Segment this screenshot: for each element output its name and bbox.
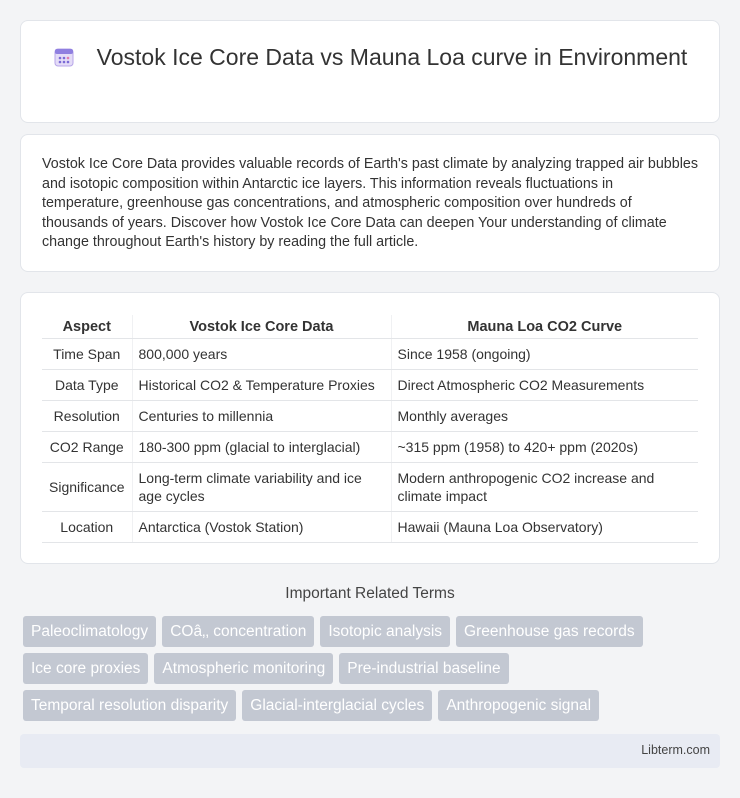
row-aspect: Time Span bbox=[42, 338, 132, 369]
row-aspect: Resolution bbox=[42, 400, 132, 431]
row-vostok: Centuries to millennia bbox=[132, 400, 391, 431]
footer-brand-link[interactable]: Libterm.com bbox=[641, 743, 710, 757]
row-aspect: Data Type bbox=[42, 369, 132, 400]
row-vostok: 180-300 ppm (glacial to interglacial) bbox=[132, 431, 391, 462]
row-vostok: Antarctica (Vostok Station) bbox=[132, 511, 391, 542]
table-row bbox=[42, 511, 698, 542]
related-term-tag[interactable]: Greenhouse gas records bbox=[456, 616, 643, 647]
related-terms-list bbox=[23, 616, 723, 727]
table-row bbox=[42, 462, 698, 511]
related-term-tag[interactable]: Glacial-interglacial cycles bbox=[242, 690, 432, 721]
header-mauna-loa: Mauna Loa CO2 Curve bbox=[391, 315, 698, 338]
intro-card bbox=[20, 134, 720, 272]
calendar-icon bbox=[53, 46, 75, 68]
row-mauna-loa: Direct Atmospheric CO2 Measurements bbox=[391, 369, 698, 400]
row-mauna-loa: Monthly averages bbox=[391, 400, 698, 431]
comparison-table bbox=[42, 315, 698, 543]
row-aspect: CO2 Range bbox=[42, 431, 132, 462]
related-term-tag[interactable]: Isotopic analysis bbox=[320, 616, 450, 647]
row-mauna-loa: Since 1958 (ongoing) bbox=[391, 338, 698, 369]
header-aspect: Aspect bbox=[42, 315, 132, 338]
row-mauna-loa: ~315 ppm (1958) to 420+ ppm (2020s) bbox=[391, 431, 698, 462]
row-mauna-loa: Hawaii (Mauna Loa Observatory) bbox=[391, 511, 698, 542]
related-term-tag[interactable]: Atmospheric monitoring bbox=[154, 653, 333, 684]
related-term-tag[interactable]: COâ‚‚ concentration bbox=[162, 616, 314, 647]
header-card bbox=[20, 20, 720, 123]
page-title-text: Vostok Ice Core Data vs Mauna Loa curve in Environment bbox=[96, 44, 688, 70]
table-row bbox=[42, 369, 698, 400]
footer bbox=[20, 734, 720, 768]
related-term-tag[interactable]: Pre-industrial baseline bbox=[339, 653, 508, 684]
table-row bbox=[42, 338, 698, 369]
comparison-table-card bbox=[20, 292, 720, 564]
row-mauna-loa: Modern anthropogenic CO2 increase and climate impact bbox=[391, 462, 698, 511]
row-vostok: Historical CO2 & Temperature Proxies bbox=[132, 369, 391, 400]
page-title bbox=[21, 43, 719, 72]
table-header-row bbox=[42, 315, 698, 338]
row-vostok: 800,000 years bbox=[132, 338, 391, 369]
row-aspect: Significance bbox=[42, 462, 132, 511]
related-term-tag[interactable]: Anthropogenic signal bbox=[438, 690, 599, 721]
related-term-tag[interactable]: Ice core proxies bbox=[23, 653, 148, 684]
row-aspect: Location bbox=[42, 511, 132, 542]
related-terms-title: Important Related Terms bbox=[285, 585, 455, 602]
header-vostok: Vostok Ice Core Data bbox=[132, 315, 391, 338]
row-vostok: Long-term climate variability and ice age cycles bbox=[132, 462, 391, 511]
table-row bbox=[42, 400, 698, 431]
table-row bbox=[42, 431, 698, 462]
intro-text: Vostok Ice Core Data provides valuable records of Earth's past climate by analyzing trapped air bubbles and isotopic composition within Antarctic ice layers. This information reveals fluctuations in temperature, greenhouse gas concentrations, and atmospheric composition over hundreds of thousands of years. Discover how Vostok Ice Core Data can deepen Your understanding of climate change throughout Earth's history by reading the full article. bbox=[42, 156, 698, 251]
related-term-tag[interactable]: Paleoclimatology bbox=[23, 616, 156, 647]
related-term-tag[interactable]: Temporal resolution disparity bbox=[23, 690, 236, 721]
